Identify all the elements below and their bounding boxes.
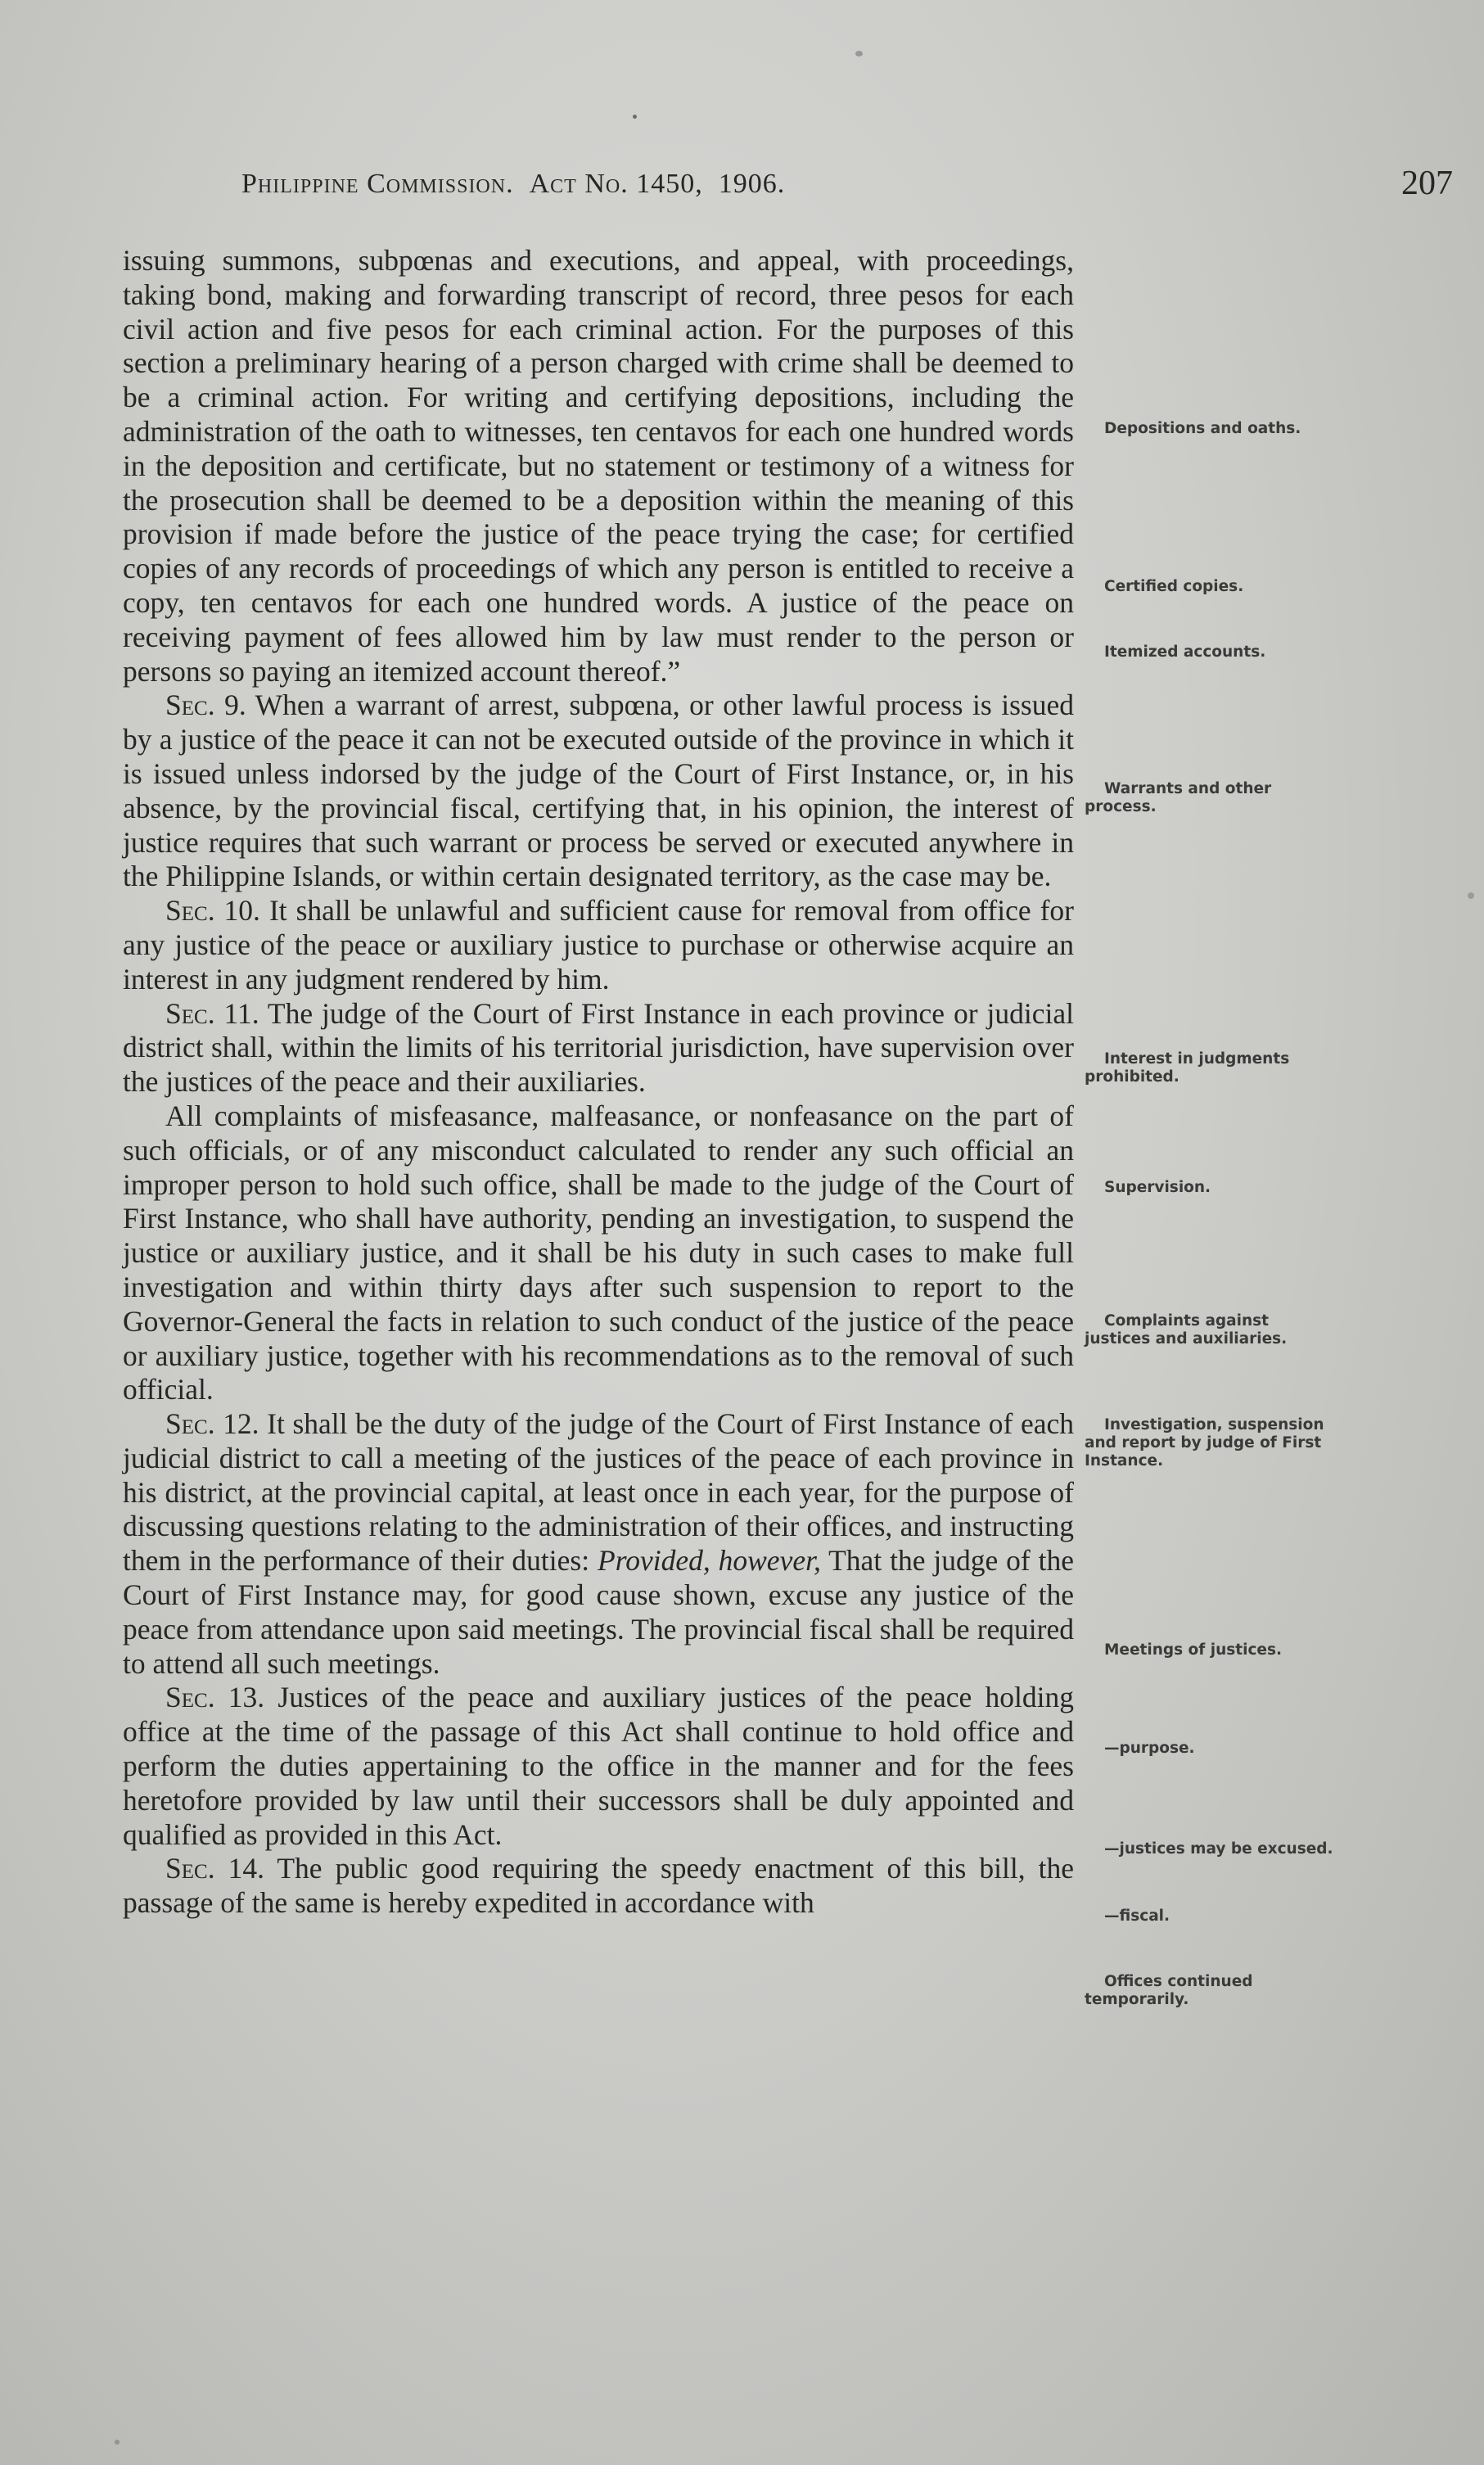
margin-note-offices-continued: Offices continued temporarily. [1085,1973,1253,2008]
paragraph-complaints: All complaints of misfeasance, malfeasance, or nonfeasance on the part of such officials, or of any misconduct calculated to render any such official an improper person to hold such office, shall be made to the judge of the Court of First Instance, who shall have authority, pending an investigation, to suspend the justice or auxiliary justice, and it shall be his duty in such cases to make full investigation and within thirty days after such suspension to report to the Governor-General the facts in relation to such conduct of the justice of the peace or auxiliary justice, together with his recommendations as to the removal of such official. [123,1099,1074,1406]
margin-note-excused: —justices may be excused. [1104,1840,1333,1858]
margin-note-investigation: Investigation, suspension and report by judge of First Instance. [1085,1416,1324,1470]
header-commission: Philippine Commission. [241,169,514,199]
paragraph-fees: issuing summons, subpœnas and executions, and appeal, with proceedings, taking bond, making and forwarding transcript of record, three pesos for each civil action and five pesos for each criminal action. For the purposes of this section a preliminary hearing of a person charged with crime shall be deemed to be a criminal action. For writing and certifying depositions, including the administration of the oath to witnesses, ten centavos for each one hundred words in the deposition and certificate, but no statement or testimony of a witness for the prosecution shall be deemed to be a deposition within the meaning of this provision if made before the justice of the peace trying the case; for certified copies of any records of proceedings of which any person is entitled to receive a copy, ten centavos for each one hundred words. A justice of the peace on receiving payment of fees allowed him by law must render to the person or persons so paying an itemized account thereof.” [123,244,1074,688]
section-text-continued: That the judge of the Court of First Instance may, for good cause shown, excuse any justice of the peace from attendance upon said meetings. The provincial fiscal shall be required to attend all such meetings. [123,1544,1075,1680]
header-year: 1906. [718,169,786,199]
paragraph-sec-10 [123,894,1074,996]
section-text: The public good requiring the speedy enactment of this bill, the passage of the same is hereby expedited in accordance with [123,1852,1074,1920]
section-label: Sec. 9. [165,688,246,722]
paper-speck [115,2440,120,2445]
section-text: It shall be unlawful and sufficient cause for removal from office for any justice of the peace or auxiliary justice to purchase or otherwise acquire an interest in any judgment rendered by him. [123,894,1074,995]
section-text: The judge of the Court of First Instance in each province or judicial district shall, within the limits of his territorial jurisdiction, have supervision over the justices of the peace and their auxiliaries. [123,996,1074,1099]
section-label: Sec. 14. [165,1852,264,1885]
section-text: When a warrant of arrest, subpœna, or other lawful process is issued by a justice of the peace it can not be executed outside of the province in which it is issued unless indorsed by the judge of the Court of First Instance, or, in his absence, by the provincial fiscal, certifying that, in his opinion, the interest of justice requires that such warrant or process be served or executed anywhere in the Philippine Islands, or within certain designated territory, as the case may be. [123,688,1074,893]
header-title [241,169,785,200]
margin-note-depositions: Depositions and oaths. [1104,420,1301,437]
paragraph-sec-14 [123,1852,1074,1921]
section-label: Sec. 13. [165,1681,265,1714]
section-label: Sec. 10. [165,894,260,928]
margin-note-purpose: —purpose. [1104,1740,1195,1757]
paper-speck [1468,892,1474,899]
margin-note-fiscal: —fiscal. [1104,1907,1171,1925]
section-label: Sec. 11. [165,996,259,1030]
proviso-text: Provided, however, [598,1544,821,1578]
margin-note-meetings: Meetings of justices. [1104,1641,1283,1659]
paragraph-sec-9 [123,688,1074,894]
margin-note-itemized-accounts: Itemized accounts. [1104,643,1266,661]
margin-note-complaints: Complaints against justices and auxiliaries. [1085,1312,1288,1348]
paragraph-sec-13 [123,1681,1074,1852]
paper-speck [855,51,863,56]
margin-note-supervision: Supervision. [1104,1179,1211,1196]
running-header [119,164,1453,213]
section-label: Sec. 12. [165,1407,259,1441]
body-text [123,244,1074,1921]
margin-note-warrants: Warrants and other process. [1085,780,1272,815]
paragraph-sec-12 [123,1407,1074,1681]
paragraph-sec-11 [123,997,1074,1099]
margin-note-interest: Interest in judgments prohibited. [1085,1050,1290,1086]
header-act: Act No. 1450, [529,169,703,199]
paper-speck [633,115,637,119]
margin-note-certified-copies: Certified copies. [1104,578,1244,595]
section-text: It shall be the duty of the judge of the Court of First Instance of each judicial district to call a meeting of the justices of the peace of each province in his district, at the provincial capital, at least once in each year, for the purpose of discussing questions relating to the administration of their offices, and instructing them in the performance of their duties: [123,1407,1074,1578]
page-number: 207 [1401,165,1453,202]
section-text: Justices of the peace and auxiliary justices of the peace holding office at the time of the passage of this Act shall continue to hold office and perform the duties appertaining to the office in the manner and for the fees heretofore provided by law until their successors shall be duly appointed and qualified as provided in this Act. [123,1681,1074,1851]
